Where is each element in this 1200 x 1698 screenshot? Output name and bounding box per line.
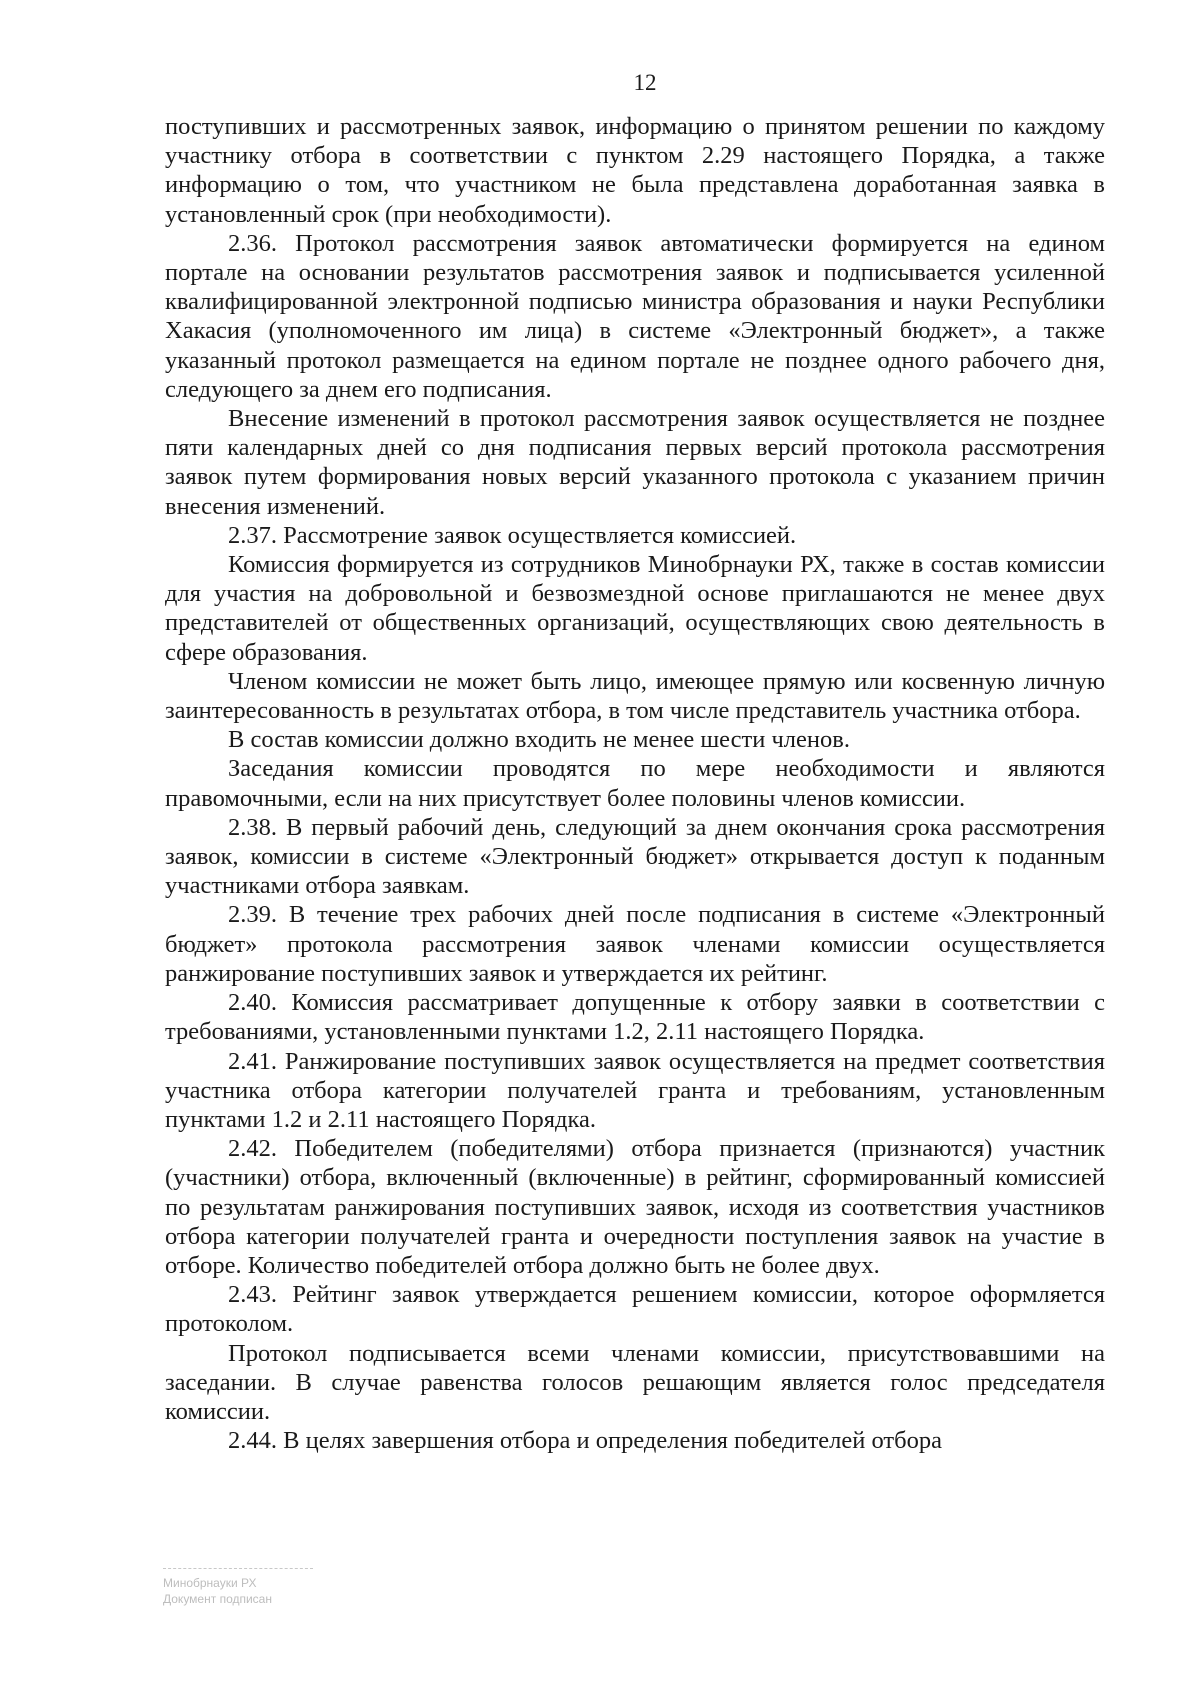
paragraph: 2.38. В первый рабочий день, следующий за днем окончания срока рассмотрения заявок, комиссии в системе «Электронный бюджет» открывается доступ к поданным участниками отбора заявкам. — [165, 813, 1105, 900]
paragraph: 2.36. Протокол рассмотрения заявок автоматически формируется на едином портале на основании результатов рассмотрения заявок и подписывается усиленной квалифицированной электронной подписью министра образования и науки Республики Хакасия (уполномоченного им лица) в системе «Электронный бюджет», а также указанный протокол размещается на едином портале не позднее одного рабочего дня, следующего за днем его подписания. — [165, 229, 1105, 403]
stamp-line-1: Минобрнауки РХ — [163, 1576, 257, 1590]
stamp-line-2: Документ подписан — [163, 1592, 272, 1606]
paragraph: 2.44. В целях завершения отбора и определения победителей отбора — [228, 1427, 942, 1455]
paragraph: Членом комиссии не может быть лицо, имеющее прямую или косвенную личную заинтересованность в результатах отбора, в том числе представитель участника отбора. — [165, 667, 1105, 725]
page-number: 12 — [633, 70, 657, 95]
paragraph: 2.41. Ранжирование поступивших заявок осуществляется на предмет соответствия участника отбора категории получателей гранта и требованиям, установленным пунктами 1.2 и 2.11 настоящего Порядка. — [165, 1047, 1105, 1133]
paragraph: В состав комиссии должно входить не менее шести членов. — [228, 726, 850, 754]
paragraph: поступивших и рассмотренных заявок, информацию о принятом решении по каждому участнику отбора в соответствии с пунктом 2.29 настоящего Порядка, а также информацию о том, что участником не была представлена доработанная заявка в установленный срок (при необходимости). — [165, 113, 1105, 228]
paragraph: Внесение изменений в протокол рассмотрения заявок осуществляется не позднее пяти календарных дней со дня подписания первых версий протокола рассмотрения заявок путем формирования новых версий указанного протокола с указанием причин внесения изменений. — [165, 405, 1105, 520]
paragraph: 2.42. Победителем (победителями) отбора признается (признаются) участник (участники) отбора, включенный (включенные) в рейтинг, сформированный комиссией по результатам ранжирования поступивших заявок, исходя из соответствия участников отбора категории получателей гранта и очередности поступления заявок на участие в отборе. Количество победителей отбора должно быть не более двух. — [165, 1135, 1105, 1279]
paragraph: 2.39. В течение трех рабочих дней после подписания в системе «Электронный бюджет» протокола рассмотрения заявок членами комиссии осуществляется ранжирование поступивших заявок и утверждается их рейтинг. — [165, 901, 1105, 987]
paragraph: 2.37. Рассмотрение заявок осуществляется комиссией. — [228, 521, 797, 549]
paragraph: 2.43. Рейтинг заявок утверждается решением комиссии, которое оформляется протоколом. — [165, 1281, 1105, 1338]
paragraph: Комиссия формируется из сотрудников Минобрнауки РХ, также в состав комиссии для участия на добровольной и безвозмездной основе приглашаются не менее двух представителей от общественных организаций, осуществляющих свою деятельность в сфере образования. — [165, 551, 1105, 666]
stamp-divider — [163, 1568, 313, 1569]
paragraph: 2.40. Комиссия рассматривает допущенные к отбору заявки в соответствии с требованиями, установленными пунктами 1.2, 2.11 настоящего Порядка. — [165, 989, 1105, 1046]
faded-stamp — [163, 1568, 363, 1607]
paragraph: Протокол подписывается всеми членами комиссии, присутствовавшими на заседании. В случае равенства голосов решающим является голос председателя комиссии. — [165, 1339, 1105, 1425]
document-body — [165, 112, 1105, 1455]
paragraph: Заседания комиссии проводятся по мере необходимости и являются правомочными, если на них присутствует более половины членов комиссии. — [165, 755, 1105, 812]
